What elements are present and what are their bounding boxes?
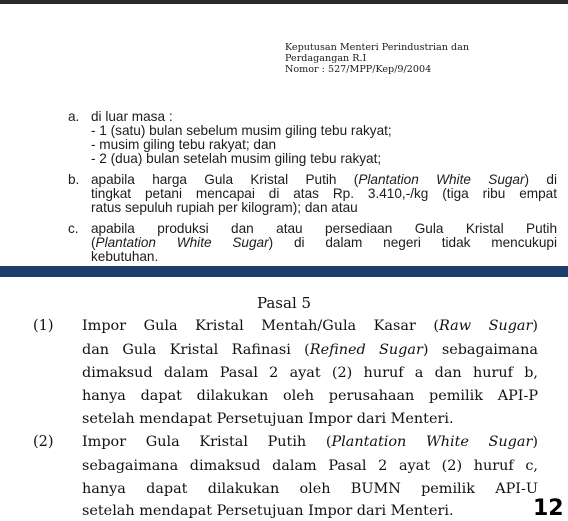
pasal-title: Pasal 5 [256,294,312,312]
item-c-line-3: kebutuhan. [91,249,159,264]
item-b-line-2: tingkat petani mencapai di atas Rp. 3.410,-/kg (tiga ribu empat [91,186,557,201]
item-b-line-1-italic: Plantation White Sugar [358,172,525,187]
page-number: 12 [533,496,564,521]
item-a-marker: a. [68,109,80,124]
item-c-line-1: apabila produksi dan atau persediaan Gula Kristal Putih [91,221,557,236]
p1-line-2-end: ) sebagaimana [422,342,538,358]
paragraph-1-number: (1) [33,318,54,334]
p1-line-5: setelah mendapat Persetujuan Impor dari Menteri. [82,411,454,427]
item-c-line-2 [91,236,557,250]
p1-line-1-text: Impor Gula Kristal Mentah/Gula Kasar ( [82,318,439,334]
p1-line-1-end: ) [532,318,538,334]
header-line-1: Keputusan Menteri Perindustrian dan [285,42,470,53]
item-b-marker: b. [68,172,80,187]
item-c-marker: c. [68,221,79,236]
p1-line-2-text: dan Gula Kristal Rafinasi ( [82,342,310,358]
p1-line-3: dimaksud dalam Pasal 2 ayat (2) huruf a dan huruf b, [82,365,538,381]
item-b-line-1-end: ) di [524,172,557,187]
p2-line-1 [82,434,538,450]
item-b-line-1 [91,173,557,187]
p2-line-3: hanya dapat dilakukan oleh BUMN pemilik API-U [82,481,538,497]
p2-line-1-end: ) [532,434,538,450]
item-a-lead: di luar masa : [91,109,173,124]
p1-line-2-italic: Refined Sugar [309,342,423,358]
header-line-3: Nomor : 527/MPP/Kep/9/2004 [285,64,432,75]
p1-line-4: hanya dapat dilakukan oleh perusahaan pemilik API-P [82,388,538,404]
p1-line-1 [82,318,538,334]
item-c-line-2-end: ) di dalam negeri tidak mencukupi [268,235,557,250]
item-a-sub-3: - 2 (dua) bulan setelah musim giling tebu rakyat; [91,151,382,166]
page-divider-band [0,266,568,277]
header-line-2: Perdagangan R.I [285,53,367,64]
p2-line-4: setelah mendapat Persetujuan Impor dari Menteri. [82,503,454,519]
item-b-line-3: ratus sepuluh rupiah per kilogram); dan atau [91,200,358,215]
p2-line-1-text: Impor Gula Kristal Putih ( [82,434,332,450]
p2-line-1-italic: Plantation White Sugar [331,434,533,450]
item-a-sub-1: - 1 (satu) bulan sebelum musim giling tebu rakyat; [91,123,392,138]
p1-line-2 [82,342,538,358]
item-b-line-1-text: apabila harga Gula Kristal Putih ( [91,172,359,187]
top-border [0,0,568,4]
item-c-line-2-open: ( [91,235,96,250]
document-header [285,42,555,75]
p1-line-1-italic: Raw Sugar [438,318,533,334]
item-c-line-2-italic: Plantation White Sugar [95,235,269,250]
paragraph-2-number: (2) [33,434,54,450]
p2-line-2: sebagaimana dimaksud dalam Pasal 2 ayat (2) huruf c, [82,458,538,474]
item-a-sub-2: - musim giling tebu rakyat; dan [91,137,277,152]
